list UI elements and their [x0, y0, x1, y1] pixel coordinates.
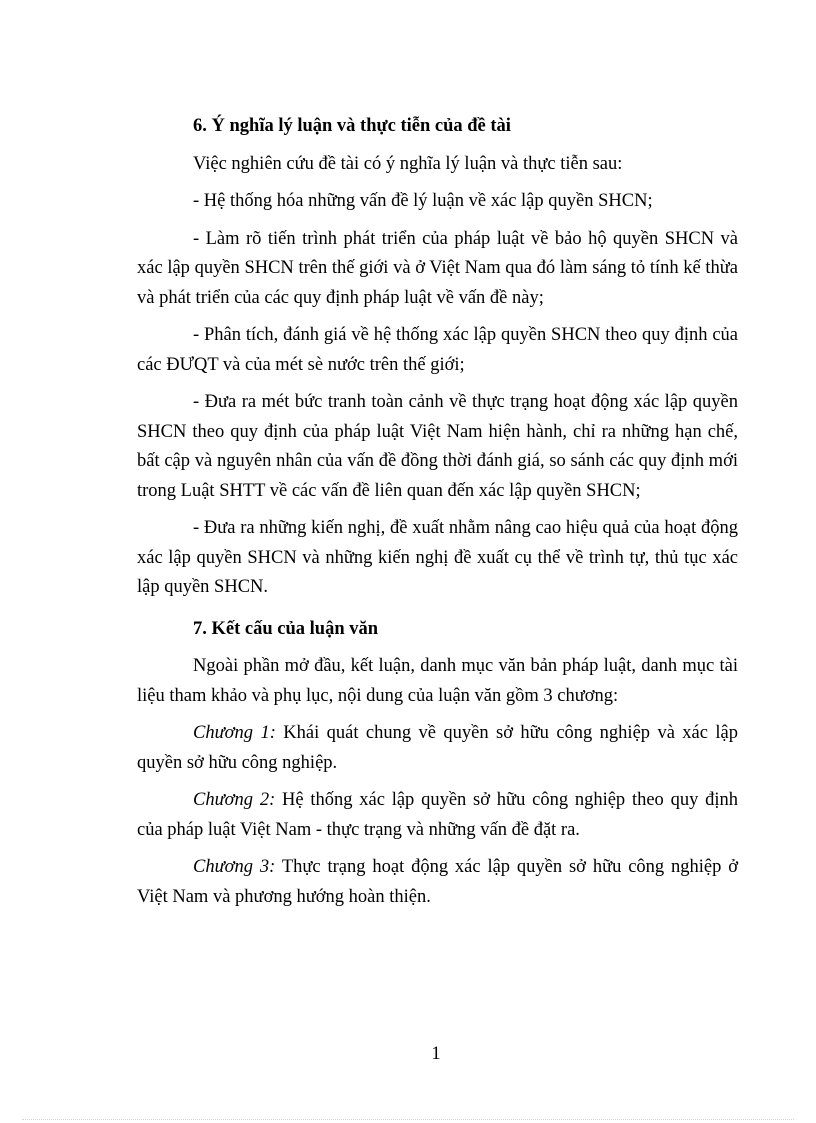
- chapter-3-label: Chương 3:: [193, 857, 276, 877]
- section-6-item-4: - Đưa ra mét bức tranh toàn cảnh về thực trạng hoạt động xác lập quyền SHCN theo quy định của pháp luật Việt Nam hiện hành, chỉ ra những hạn chế, bất cập và nguyên nhân của vấn đề đồng thời đánh giá, so sánh các quy định mới trong Luật SHTT về các vấn đề liên quan đến xác lập quyền SHCN;: [137, 392, 738, 501]
- page-number: 1: [431, 1044, 441, 1064]
- section-7-intro: Ngoài phần mở đầu, kết luận, danh mục văn bản pháp luật, danh mục tài liệu tham khảo và phụ lục, nội dung của luận văn gồm 3 chương:: [137, 656, 738, 706]
- chapter-2-text: Hệ thống xác lập quyền sở hữu công nghiệp theo quy định của pháp luật Việt Nam - thực trạng và những vấn đề đặt ra.: [137, 790, 738, 840]
- section-6-intro: Việc nghiên cứu đề tài có ý nghĩa lý luận và thực tiễn sau:: [193, 153, 623, 174]
- section-6-item-2: - Làm rõ tiến trình phát triển của pháp luật về bảo hộ quyền SHCN và xác lập quyền SHCN trên thế giới và ở Việt Nam qua đó làm sáng tỏ tính kế thừa và phát triển của các quy định pháp luật về vấn đề này;: [137, 228, 738, 308]
- section-7-heading: 7. Kết cấu của luận văn: [193, 618, 379, 639]
- section-6-item-3: - Phân tích, đánh giá về hệ thống xác lập quyền SHCN theo quy định của các ĐƯQT và của mét sè nước trên thế giới;: [137, 325, 738, 375]
- chapter-1-text: Khái quát chung về quyền sở hữu công nghiệp và xác lập quyền sở hữu công nghiệp.: [137, 723, 738, 773]
- chapter-2-entry: [137, 786, 738, 845]
- section-6-heading: 6. Ý nghĩa lý luận và thực tiễn của đề tài: [193, 116, 511, 136]
- chapter-1-entry: [137, 719, 738, 778]
- document-page: [137, 112, 738, 920]
- chapter-3-entry: [137, 853, 738, 912]
- chapter-2-label: Chương 2:: [193, 790, 276, 810]
- page-bottom-edge: [22, 1119, 794, 1120]
- chapter-1-label: Chương 1:: [193, 723, 276, 743]
- chapter-3-text: Thực trạng hoạt động xác lập quyền sở hữu công nghiệp ở Việt Nam và phương hướng hoàn thiện.: [137, 857, 739, 907]
- section-6-item-5: - Đưa ra những kiến nghị, đề xuất nhằm nâng cao hiệu quả của hoạt động xác lập quyền SHCN và những kiến nghị đề xuất cụ thể về trình tự, thủ tục xác lập quyền SHCN.: [137, 518, 738, 597]
- section-6-item-1: - Hệ thống hóa những vấn đề lý luận về xác lập quyền SHCN;: [193, 191, 653, 211]
